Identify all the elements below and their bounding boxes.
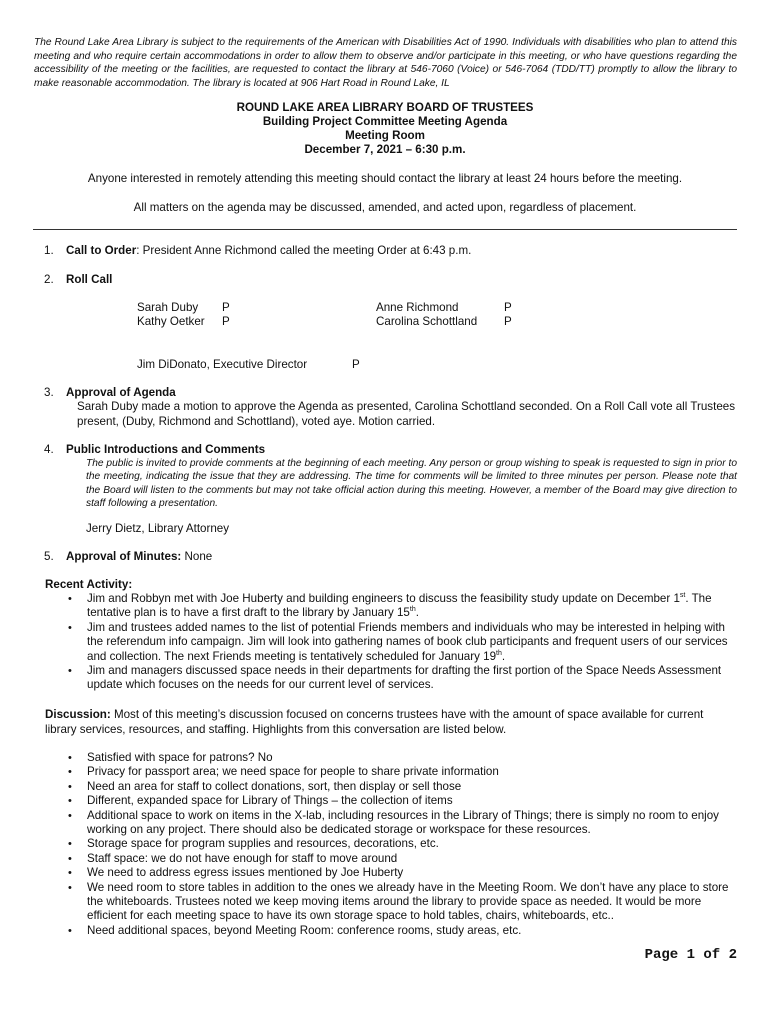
list-item: • We need to address egress issues mentioned by Joe Huberty [65, 866, 737, 880]
list-item: • Additional space to work on items in the X-lab, including resources in the Library of Things; there is simply no room to enjoy working on any project. There should also be dedicated storage or workspace for these resources. [65, 809, 737, 838]
call-to-order-text: : President Anne Richmond called the meeting Order at 6:43 p.m. [136, 244, 472, 257]
discussion-paragraph [45, 708, 737, 737]
remote-attendance-note: Anyone interested in remotely attending this meeting should contact the library at least 24 hours before the meeting. [87, 172, 683, 185]
public-speaker: Jerry Dietz, Library Attorney [86, 522, 230, 535]
page-number: Page 1 of 2 [644, 947, 737, 963]
activity-text: . [501, 649, 506, 663]
ordinal-suffix: th [409, 606, 416, 614]
item-number: 1. [44, 244, 54, 257]
public-comments-title: Public Introductions and Comments [66, 443, 266, 456]
list-item [65, 621, 737, 664]
approval-minutes-text: None [181, 550, 213, 563]
list-item: • Different, expanded space for Library of Things – the collection of items [65, 794, 737, 808]
meeting-location: Meeting Room [345, 129, 425, 142]
recent-activity-title: Recent Activity: [45, 578, 133, 591]
item-number: 5. [44, 550, 54, 563]
roll-member-status: P [504, 301, 512, 314]
list-item [65, 592, 737, 621]
divider [33, 229, 737, 230]
list-item: • Privacy for passport area; we need space for people to share private information [65, 765, 737, 779]
committee-title: Building Project Committee Meeting Agenda [262, 115, 508, 128]
ordinal-suffix: th [496, 649, 502, 657]
approval-agenda-text: Sarah Duby made a motion to approve the Agenda as presented, Carolina Schottland seconded. On a Roll Call vote all Trustees present, (Duby, Richmond and Schottland), voted aye. Motion carried. [77, 400, 736, 428]
list-item: • Satisfied with space for patrons? No [65, 751, 737, 765]
meeting-datetime: December 7, 2021 – 6:30 p.m. [304, 143, 466, 156]
activity-text: . The tentative plan is to have a first draft to the library by January 15 [87, 592, 712, 620]
item-number: 4. [44, 443, 54, 456]
discussion-text: Most of this meeting’s discussion focused on concerns trustees have with the amount of space available for current library services, resources, and staffing. Highlights from this conversation are listed below. [45, 708, 704, 736]
activity-text: Jim and Robbyn met with Joe Huberty and building engineers to discuss the feasibility study update on December 1 [87, 592, 680, 605]
roll-call-title: Roll Call [66, 273, 113, 286]
roll-member-status: P [222, 301, 230, 314]
discussion-label: Discussion: [45, 708, 111, 721]
roll-member-name: Carolina Schottland [376, 315, 478, 328]
activity-text: Jim and trustees added names to the list of potential Friends members and individuals who may be interested in helping with the referendum info campaign. Jim will look into gathering names of book club participants and frequent users of our services and collection. The next Friends meeting is tentatively scheduled for January 19 [87, 620, 728, 663]
director-status: P [352, 358, 360, 371]
list-item: • Need an area for staff to collect donations, sort, then display or sell those [65, 780, 737, 794]
activity-text: . [415, 606, 419, 620]
item-number: 2. [44, 273, 54, 286]
director-name: Jim DiDonato, Executive Director [137, 358, 308, 371]
public-comments-policy: The public is invited to provide comments at the beginning of each meeting. Any person or group wishing to speak is requested to sign in prior to the meeting, indicating the issue that they are addressing. The time for comments will be limited to three minutes per person. Please note that the Board will listen to the comments but may not take official action during this meeting. However, a member of the Board may give direction to staff following a presentation. [86, 458, 737, 510]
discussion-list [65, 751, 737, 938]
roll-member-name: Kathy Oetker [137, 315, 205, 328]
org-title: ROUND LAKE AREA LIBRARY BOARD OF TRUSTEES [236, 101, 534, 114]
call-to-order [66, 244, 471, 258]
roll-member-name: Sarah Duby [137, 301, 199, 314]
call-to-order-title: Call to Order [66, 244, 137, 257]
list-item: • Storage space for program supplies and resources, decorations, etc. [65, 837, 737, 851]
ada-notice: The Round Lake Area Library is subject to the requirements of the American with Disabilities Act of 1990. Individuals with disabilities who plan to attend this meeting and who require certain accommodations in order to allow them to observe and/or participate in this meeting, or who have questions regarding the accessibility of the meeting or the facilities, are requested to contact the library at 546-7060 (Voice) or 546-7064 (TDD/TT) promptly to allow the library to make reasonable accommodation. The library is located at 906 Hart Road in Round Lake, IL [34, 37, 737, 89]
agenda-matters-note: All matters on the agenda may be discussed, amended, and acted upon, regardless of placement. [133, 201, 637, 214]
list-item: • Need additional spaces, beyond Meeting Room: conference rooms, study areas, etc. [65, 924, 737, 938]
roll-member-name: Anne Richmond [376, 301, 459, 314]
ordinal-suffix: st [679, 592, 686, 600]
approval-minutes-title: Approval of Minutes: [66, 550, 182, 563]
roll-member-status: P [504, 315, 512, 328]
approval-minutes [66, 550, 212, 564]
approval-agenda-title: Approval of Agenda [66, 386, 176, 399]
recent-activity-list [65, 592, 737, 693]
item-number: 3. [44, 386, 54, 399]
list-item: • Staff space: we do not have enough for staff to move around [65, 852, 737, 866]
list-item: • Jim and managers discussed space needs in their departments for drafting the first portion of the Space Needs Assessment update which focuses on the needs for our current level of services. [65, 664, 737, 693]
roll-member-status: P [222, 315, 230, 328]
list-item: • We need room to store tables in addition to the ones we already have in the Meeting Room. We don’t have any place to store the whiteboards. Trustees noted we keep moving items around the library to provide space as needed. It would be more efficient for each meeting space to have its own storage space to hold tables, chairs, whiteboards, etc.. [65, 881, 737, 924]
